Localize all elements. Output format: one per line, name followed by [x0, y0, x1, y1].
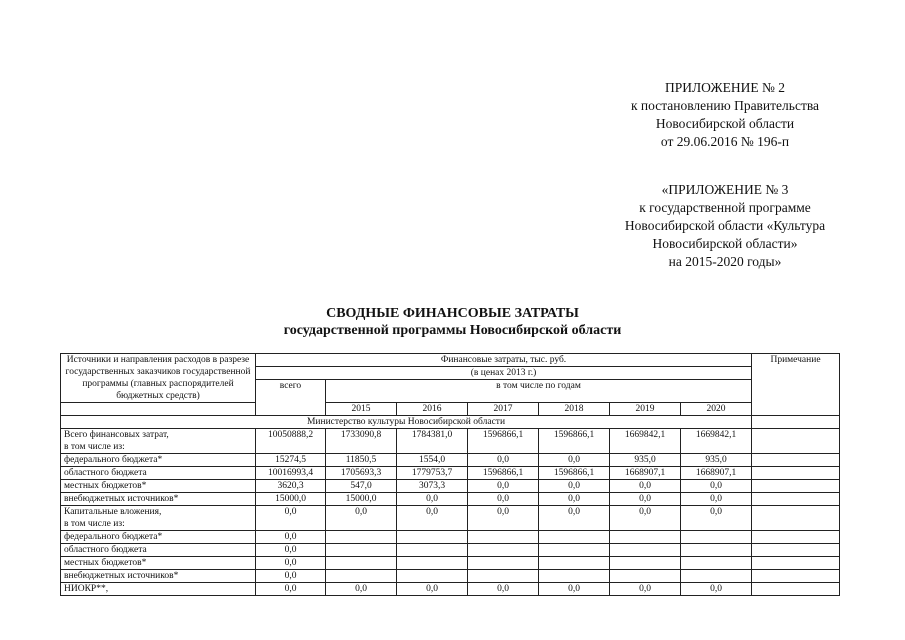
- row-label-line1: местных бюджетов*: [64, 481, 147, 491]
- row-year-value: [326, 531, 397, 544]
- row-year-value: [326, 557, 397, 570]
- document-title: СВОДНЫЕ ФИНАНСОВЫЕ ЗАТРАТЫ: [326, 306, 579, 321]
- table-row: [61, 467, 840, 480]
- row-label: [61, 531, 256, 544]
- row-label-line1: федерального бюджета*: [64, 532, 163, 542]
- header-year: 2015: [326, 403, 397, 416]
- row-year-value: 0,0: [610, 583, 681, 596]
- note-cell: [752, 416, 840, 429]
- row-year-value: 0,0: [397, 493, 468, 506]
- appendix-block-2: [600, 181, 850, 271]
- header-blank: [61, 403, 256, 416]
- row-total: 0,0: [256, 506, 326, 531]
- row-year-value: 11850,5: [326, 454, 397, 467]
- header-prices: (в ценах 2013 г.): [256, 367, 752, 380]
- header-total: всего: [256, 380, 326, 416]
- row-year-value: 1596866,1: [468, 467, 539, 480]
- row-total: 0,0: [256, 544, 326, 557]
- row-note: [752, 557, 840, 570]
- row-year-value: 3073,3: [397, 480, 468, 493]
- row-total: 3620,3: [256, 480, 326, 493]
- row-label-line2: в том числе из:: [64, 442, 125, 452]
- row-year-value: 0,0: [468, 506, 539, 531]
- table-row: [61, 570, 840, 583]
- row-year-value: 0,0: [681, 506, 752, 531]
- row-label-line1: Капитальные вложения,: [64, 507, 162, 517]
- row-note: [752, 429, 840, 454]
- row-year-value: 0,0: [610, 506, 681, 531]
- appendix2-line3: Новосибирской области «Культура: [624, 218, 826, 233]
- row-year-value: [397, 531, 468, 544]
- row-year-value: [610, 531, 681, 544]
- row-year-value: [681, 570, 752, 583]
- row-note: [752, 493, 840, 506]
- row-year-value: [397, 570, 468, 583]
- header-year: 2019: [610, 403, 681, 416]
- row-note: [752, 506, 840, 531]
- row-year-value: 1596866,1: [468, 429, 539, 454]
- row-label: [61, 467, 256, 480]
- table-row: [61, 506, 840, 531]
- row-total: 0,0: [256, 583, 326, 596]
- row-year-value: 0,0: [468, 493, 539, 506]
- table-row: [61, 429, 840, 454]
- row-year-value: [397, 544, 468, 557]
- header-note: Примечание: [752, 354, 840, 416]
- row-year-value: [539, 531, 610, 544]
- row-year-value: 547,0: [326, 480, 397, 493]
- row-year-value: 0,0: [326, 583, 397, 596]
- row-note: [752, 467, 840, 480]
- row-label-line1: Всего финансовых затрат,: [64, 430, 169, 440]
- row-note: [752, 570, 840, 583]
- appendix2-line5: на 2015-2020 годы»: [668, 254, 782, 269]
- row-label-line1: областного бюджета: [64, 468, 147, 478]
- row-total: 0,0: [256, 570, 326, 583]
- row-label: [61, 480, 256, 493]
- row-label: [61, 506, 256, 531]
- table-row: [61, 493, 840, 506]
- row-year-value: 1596866,1: [539, 467, 610, 480]
- row-total: 0,0: [256, 531, 326, 544]
- appendix-block-1: [600, 79, 850, 151]
- row-year-value: 0,0: [326, 506, 397, 531]
- row-total: 10050888,2: [256, 429, 326, 454]
- row-year-value: [468, 557, 539, 570]
- row-year-value: [539, 544, 610, 557]
- row-label: [61, 544, 256, 557]
- row-note: [752, 544, 840, 557]
- row-year-value: 0,0: [539, 454, 610, 467]
- row-year-value: [610, 544, 681, 557]
- appendix2-line1: «ПРИЛОЖЕНИЕ № 3: [661, 182, 789, 197]
- row-label-line1: внебюджетных источников*: [64, 571, 179, 581]
- row-year-value: 1784381,0: [397, 429, 468, 454]
- header-year: 2016: [397, 403, 468, 416]
- row-label: [61, 557, 256, 570]
- row-label-line1: НИОКР**,: [64, 584, 109, 594]
- row-year-value: 0,0: [468, 454, 539, 467]
- table-row: [61, 531, 840, 544]
- row-label: [61, 493, 256, 506]
- header-year: 2018: [539, 403, 610, 416]
- row-year-value: 935,0: [610, 454, 681, 467]
- row-year-value: [397, 557, 468, 570]
- row-year-value: 0,0: [397, 583, 468, 596]
- row-year-value: 15000,0: [326, 493, 397, 506]
- row-total: 0,0: [256, 557, 326, 570]
- table-row: [61, 480, 840, 493]
- row-year-value: 0,0: [539, 506, 610, 531]
- row-label: [61, 570, 256, 583]
- row-label: [61, 454, 256, 467]
- appendix2-line4: Новосибирской области»: [652, 236, 798, 251]
- row-year-value: 0,0: [681, 583, 752, 596]
- table-row: [61, 454, 840, 467]
- row-year-value: [539, 570, 610, 583]
- row-note: [752, 480, 840, 493]
- row-year-value: [468, 570, 539, 583]
- appendix1-line3: Новосибирской области: [655, 116, 795, 131]
- row-year-value: [681, 531, 752, 544]
- financial-table: [60, 353, 840, 596]
- row-year-value: 0,0: [610, 480, 681, 493]
- row-label-line1: федерального бюджета*: [64, 455, 163, 465]
- row-label-line1: областного бюджета: [64, 545, 147, 555]
- table-row: [61, 544, 840, 557]
- header-financial-costs: Финансовые затраты, тыс. руб.: [256, 354, 752, 367]
- table-row: [61, 583, 840, 596]
- row-year-value: 0,0: [681, 480, 752, 493]
- row-note: [752, 454, 840, 467]
- row-year-value: 1596866,1: [539, 429, 610, 454]
- row-year-value: [326, 570, 397, 583]
- header-sources: Источники и направления расходов в разрезе государственных заказчиков государственной программы (главных распорядителей бюджетных средств): [61, 354, 256, 403]
- row-label: [61, 583, 256, 596]
- row-total: 15000,0: [256, 493, 326, 506]
- ministry-row: Министерство культуры Новосибирской области: [61, 416, 752, 429]
- row-note: [752, 531, 840, 544]
- row-year-value: 1554,0: [397, 454, 468, 467]
- row-year-value: 1705693,3: [326, 467, 397, 480]
- row-year-value: 0,0: [610, 493, 681, 506]
- appendix1-line4: от 29.06.2016 № 196-п: [660, 134, 790, 149]
- document-subtitle: государственной программы Новосибирской области: [283, 323, 622, 338]
- row-year-value: 0,0: [539, 493, 610, 506]
- row-year-value: 0,0: [681, 493, 752, 506]
- row-year-value: 0,0: [539, 480, 610, 493]
- row-year-value: 1668907,1: [681, 467, 752, 480]
- appendix2-line2: к государственной программе: [639, 200, 811, 215]
- row-year-value: 0,0: [468, 480, 539, 493]
- row-year-value: 1668907,1: [610, 467, 681, 480]
- row-year-value: [610, 570, 681, 583]
- row-year-value: [681, 557, 752, 570]
- row-year-value: 935,0: [681, 454, 752, 467]
- row-year-value: [468, 544, 539, 557]
- row-year-value: 1779753,7: [397, 467, 468, 480]
- header-year: 2020: [681, 403, 752, 416]
- row-year-value: [681, 544, 752, 557]
- row-year-value: 1669842,1: [681, 429, 752, 454]
- header-by-year: в том числе по годам: [326, 380, 752, 403]
- row-label: [61, 429, 256, 454]
- row-year-value: 0,0: [397, 506, 468, 531]
- appendix1-line2: к постановлению Правительства: [630, 98, 820, 113]
- appendix1-line1: ПРИЛОЖЕНИЕ № 2: [664, 80, 786, 95]
- row-year-value: [326, 544, 397, 557]
- header-year: 2017: [468, 403, 539, 416]
- row-year-value: 1669842,1: [610, 429, 681, 454]
- row-label-line1: местных бюджетов*: [64, 558, 147, 568]
- row-year-value: 0,0: [468, 583, 539, 596]
- row-label-line2: в том числе из:: [64, 519, 125, 529]
- row-year-value: [468, 531, 539, 544]
- row-year-value: [610, 557, 681, 570]
- row-note: [752, 583, 840, 596]
- row-total: 10016993,4: [256, 467, 326, 480]
- row-total: 15274,5: [256, 454, 326, 467]
- row-year-value: 1733090,8: [326, 429, 397, 454]
- table-row: [61, 557, 840, 570]
- row-year-value: [539, 557, 610, 570]
- row-year-value: 0,0: [539, 583, 610, 596]
- row-label-line1: внебюджетных источников*: [64, 494, 179, 504]
